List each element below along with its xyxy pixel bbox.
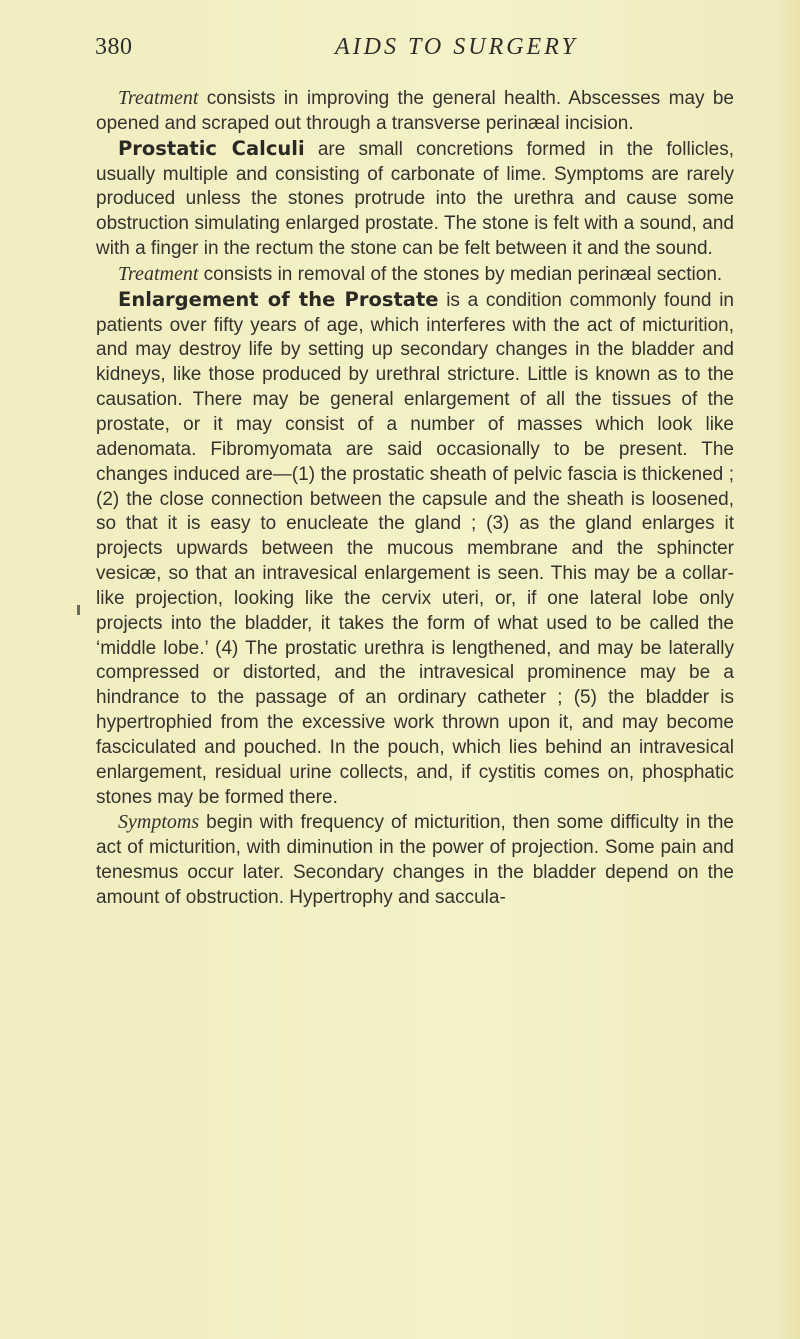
paragraph-text: consists in removal of the stones by median perinæal section. [198,263,723,285]
running-title: AIDS TO SURGERY [335,34,578,60]
margin-mark [77,605,80,615]
running-head [95,34,735,66]
paragraph-treatment-abscess [96,86,734,137]
paragraph-text: begin with frequency of micturition, then some difficulty in the act of micturition, with diminution in the power of projection. Some pain and tenesmus occur later. Secondary changes in the bladder depend on the amount of obstruction. Hypertrophy and saccula- [96,812,734,908]
body-text [96,86,734,911]
paragraph-lead: Symptoms [118,811,200,834]
paragraph-prostatic-calculi [96,137,734,262]
page-number: 380 [95,34,133,60]
paragraph-lead: Enlargement of the Prostate [118,287,439,311]
paragraph-text: are small concretions formed in the follicles, usually multiple and consisting of carbonate of lime. Symptoms are rarely produced unless the stones protrude into the urethra and cause some obstruction simulating enlarged prostate. The stone is felt with a sound, and with a finger in the rectum the stone can be felt between it and the sound. [96,138,734,260]
paragraph-lead: Treatment [118,87,199,109]
paragraph-treatment-calculi [96,262,734,288]
paragraph-enlargement-prostate [96,288,734,811]
paragraph-lead: Prostatic Calculi [118,136,305,160]
paragraph-text: is a condition commonly found in patients over fifty years of age, which interferes with the act of micturition, and may destroy life by setting up secondary changes in the bladder and kidneys, like those produced by urethral stricture. Little is known as to the causation. There may be general enlargement of all the tissues of the prostate, or it may consist of a number of masses which look like adenomata. Fibromyomata are said occasionally to be present. The changes induced are—(1) the prostatic sheath of pelvic fascia is thickened ; (2) the close connection between the capsule and the sheath is loosened, so that it is easy to enucleate the gland ; (3) as the gland enlarges it projects upwards between the mucous membrane and the sphincter vesicæ, so that an intravesical enlargement is seen. This may be a collar-like projection, looking like the cervix uteri, or, if one lateral lobe only projects into the bladder, it takes the form of what used to be called the ‘middle lobe.’ (4) The prostatic urethra is lengthened, and may be laterally compressed or distorted, and the intravesical prominence may be a hindrance to the passage of an ordinary catheter ; (5) the bladder is hypertrophied from the excessive work thrown upon it, and may become fasciculated and pouched. In the pouch, which lies behind an intravesical enlargement, residual urine collects, and, if cystitis comes on, phosphatic stones may be formed there. [96,289,734,808]
paragraph-text: consists in improving the general health. Abscesses may be opened and scraped out through a transverse perinæal incision. [96,88,734,134]
paragraph-symptoms [96,810,734,910]
paragraph-lead: Treatment [118,262,199,285]
page-edge-shading [778,0,800,1339]
